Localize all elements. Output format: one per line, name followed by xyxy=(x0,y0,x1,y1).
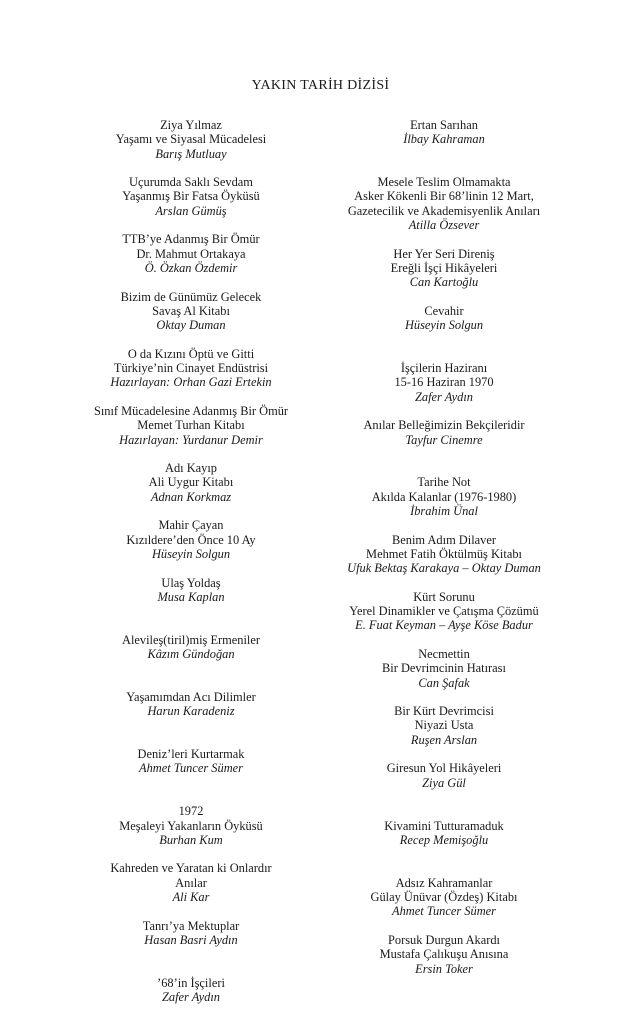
book-author: Oktay Duman xyxy=(156,318,226,333)
book-author: Arslan Gümüş xyxy=(155,203,227,218)
book-title-line: Porsuk Durgun Akardı xyxy=(388,932,500,947)
book-title-line: Mahir Çayan xyxy=(158,518,224,533)
book-author: Tayfur Cinemre xyxy=(405,432,483,447)
book-entry xyxy=(332,819,556,876)
book-entry xyxy=(332,704,556,761)
book-entry xyxy=(78,404,304,461)
book-title-line: Yaşamı ve Siyasal Mücadelesi xyxy=(115,132,267,147)
book-title-line: Adı Kayıp xyxy=(165,461,217,476)
book-entry xyxy=(332,118,556,175)
book-title-line: Yaşanmış Bir Fatsa Öyküsü xyxy=(122,189,260,204)
book-title-line: Türkiye’nin Cinayet Endüstrisi xyxy=(113,361,269,376)
book-author: Ufuk Bektaş Karakaya – Oktay Duman xyxy=(347,561,541,576)
book-title-line: Giresun Yol Hikâyeleri xyxy=(386,761,502,776)
book-author: İlbay Kahraman xyxy=(403,132,485,147)
book-title-line: Ertan Sarıhan xyxy=(410,118,478,132)
book-author: Ziya Gül xyxy=(422,775,466,790)
book-entry xyxy=(332,933,556,990)
book-title-line: Anılar Belleğimizin Bekçileridir xyxy=(363,418,525,433)
book-entry xyxy=(78,518,304,575)
book-author: Ahmet Tuncer Sümer xyxy=(139,761,243,776)
book-entry xyxy=(78,804,304,861)
book-title-line: TTB’ye Adanmış Bir Ömür xyxy=(122,232,260,247)
book-entry xyxy=(78,576,304,633)
book-title-line: Bir Kürt Devrimcisi xyxy=(394,704,494,719)
book-title-line: Kızıldere’den Önce 10 Ay xyxy=(126,532,256,547)
book-title-line: Sınıf Mücadelesine Adanmış Bir Ömür xyxy=(93,403,289,418)
book-title-line: ’68’in İşçileri xyxy=(157,975,225,990)
book-author: Can Şafak xyxy=(418,675,470,690)
book-author: Hüseyin Solgun xyxy=(151,546,231,561)
book-author: Burhan Kum xyxy=(159,832,223,847)
book-title-line: Asker Kökenli Bir 68’linin 12 Mart, xyxy=(354,189,534,204)
book-author: Zafer Aydın xyxy=(415,389,473,404)
book-entry xyxy=(78,633,304,690)
book-title-line: Niyazi Usta xyxy=(414,718,474,733)
book-title-line: Uçurumda Saklı Sevdam xyxy=(129,175,253,190)
book-author: Hüseyin Solgun xyxy=(404,318,484,333)
book-author: Ruşen Arslan xyxy=(410,732,478,747)
right-book-list xyxy=(332,118,556,990)
book-entry xyxy=(78,690,304,747)
book-entry xyxy=(332,361,556,418)
book-title-line: Ereğli İşçi Hikâyeleri xyxy=(390,260,498,275)
book-author: İbrahim Ünal xyxy=(410,504,478,519)
book-entry xyxy=(332,304,556,361)
book-title-line: Mehmet Fatih Öktülmüş Kitabı xyxy=(366,546,522,561)
book-author: Harun Karadeniz xyxy=(147,704,235,719)
book-entry xyxy=(332,876,556,933)
book-entry xyxy=(332,475,556,532)
book-author: Ersin Toker xyxy=(415,961,473,976)
book-entry xyxy=(332,533,556,590)
book-author: Adnan Korkmaz xyxy=(150,489,232,504)
book-entry xyxy=(332,590,556,647)
book-title-line: Bir Devrimcinin Hatırası xyxy=(382,661,506,676)
book-entry xyxy=(78,118,304,175)
book-entry xyxy=(78,861,304,918)
book-author: Ali Kar xyxy=(172,890,210,905)
book-title-line: Necmettin xyxy=(418,647,470,661)
book-title-line: Cevahir xyxy=(424,303,464,318)
book-entry xyxy=(78,175,304,232)
book-entry xyxy=(332,175,556,247)
book-author: Hazırlayan: Orhan Gazi Ertekin xyxy=(110,375,272,390)
book-title-line: Anılar xyxy=(175,875,207,890)
book-title-line: Akılda Kalanlar (1976-1980) xyxy=(371,489,517,504)
page-title: YAKIN TARİH DİZİSİ xyxy=(251,78,390,93)
book-author: Can Kartoğlu xyxy=(409,275,479,290)
book-title-line: Mesele Teslim Olmamakta xyxy=(377,175,511,190)
book-author: Recep Memişoğlu xyxy=(399,832,489,847)
book-title-line: Meşaleyi Yakanların Öyküsü xyxy=(119,818,263,833)
book-title-line: Deniz’leri Kurtarmak xyxy=(137,747,245,762)
book-title-line: Yerel Dinamikler ve Çatışma Çözümü xyxy=(349,604,539,619)
book-entry xyxy=(78,232,304,289)
book-title-line: Yaşamımdan Acı Dilimler xyxy=(126,689,256,704)
book-author: Hasan Basri Aydın xyxy=(144,932,238,947)
book-entry xyxy=(78,290,304,347)
book-entry xyxy=(78,919,304,976)
book-author: Zafer Aydın xyxy=(162,990,220,1005)
book-title-line: Dr. Mahmut Ortakaya xyxy=(136,246,246,261)
book-title-line: İşçilerin Haziranı xyxy=(400,361,488,376)
book-entry xyxy=(332,418,556,475)
book-title-line: Gazetecilik ve Akademisyenlik Anıları xyxy=(347,203,541,218)
book-entry xyxy=(332,247,556,304)
book-author: E. Fuat Keyman – Ayşe Köse Badur xyxy=(355,618,533,633)
book-title-line: Bizim de Günümüz Gelecek xyxy=(120,289,262,304)
book-author: Ö. Özkan Özdemir xyxy=(144,260,238,275)
book-title-line: Ziya Yılmaz xyxy=(160,118,222,132)
book-entry xyxy=(332,647,556,704)
left-book-list xyxy=(78,118,304,1033)
book-title-line: Gülay Ünüvar (Özdeş) Kitabı xyxy=(370,890,518,905)
book-author: Ahmet Tuncer Sümer xyxy=(392,904,496,919)
book-author: Musa Kaplan xyxy=(157,589,225,604)
book-author: Atilla Özsever xyxy=(408,218,480,233)
book-title-line: Benim Adım Dilaver xyxy=(392,532,496,547)
book-entry xyxy=(332,761,556,818)
book-title-line: Kivamini Tutturamaduk xyxy=(384,818,504,833)
book-title-line: Mustafa Çalıkuşu Anısına xyxy=(379,947,509,962)
book-title-line: Tarihe Not xyxy=(417,475,471,490)
book-title-line: Ali Uygur Kitabı xyxy=(148,475,234,490)
book-author: Barış Mutluay xyxy=(155,146,227,161)
book-title-line: Savaş Al Kitabı xyxy=(152,303,230,318)
book-title-line: Alevileş(tiril)miş Ermeniler xyxy=(122,632,260,647)
book-entry xyxy=(78,747,304,804)
book-author: Kâzım Gündoğan xyxy=(147,646,235,661)
book-title-line: Adsız Kahramanlar xyxy=(395,875,493,890)
book-title-line: Kürt Sorunu xyxy=(413,589,475,604)
book-author: Hazırlayan: Yurdanur Demir xyxy=(119,432,263,447)
book-title-line: Her Yer Seri Direniş xyxy=(393,246,495,261)
book-entry xyxy=(78,347,304,404)
book-title-line: Tanrı’ya Mektuplar xyxy=(142,918,240,933)
book-title-line: O da Kızını Öptü ve Gitti xyxy=(127,346,255,361)
book-title-line: Ulaş Yoldaş xyxy=(161,575,221,590)
book-entry xyxy=(78,976,304,1033)
book-title-line: Memet Turhan Kitabı xyxy=(137,418,245,433)
book-title-line: 1972 xyxy=(178,804,204,819)
book-title-line: 15-16 Haziran 1970 xyxy=(394,375,494,390)
book-entry xyxy=(78,461,304,518)
book-title-line: Kahreden ve Yaratan ki Onlardır xyxy=(110,861,272,876)
